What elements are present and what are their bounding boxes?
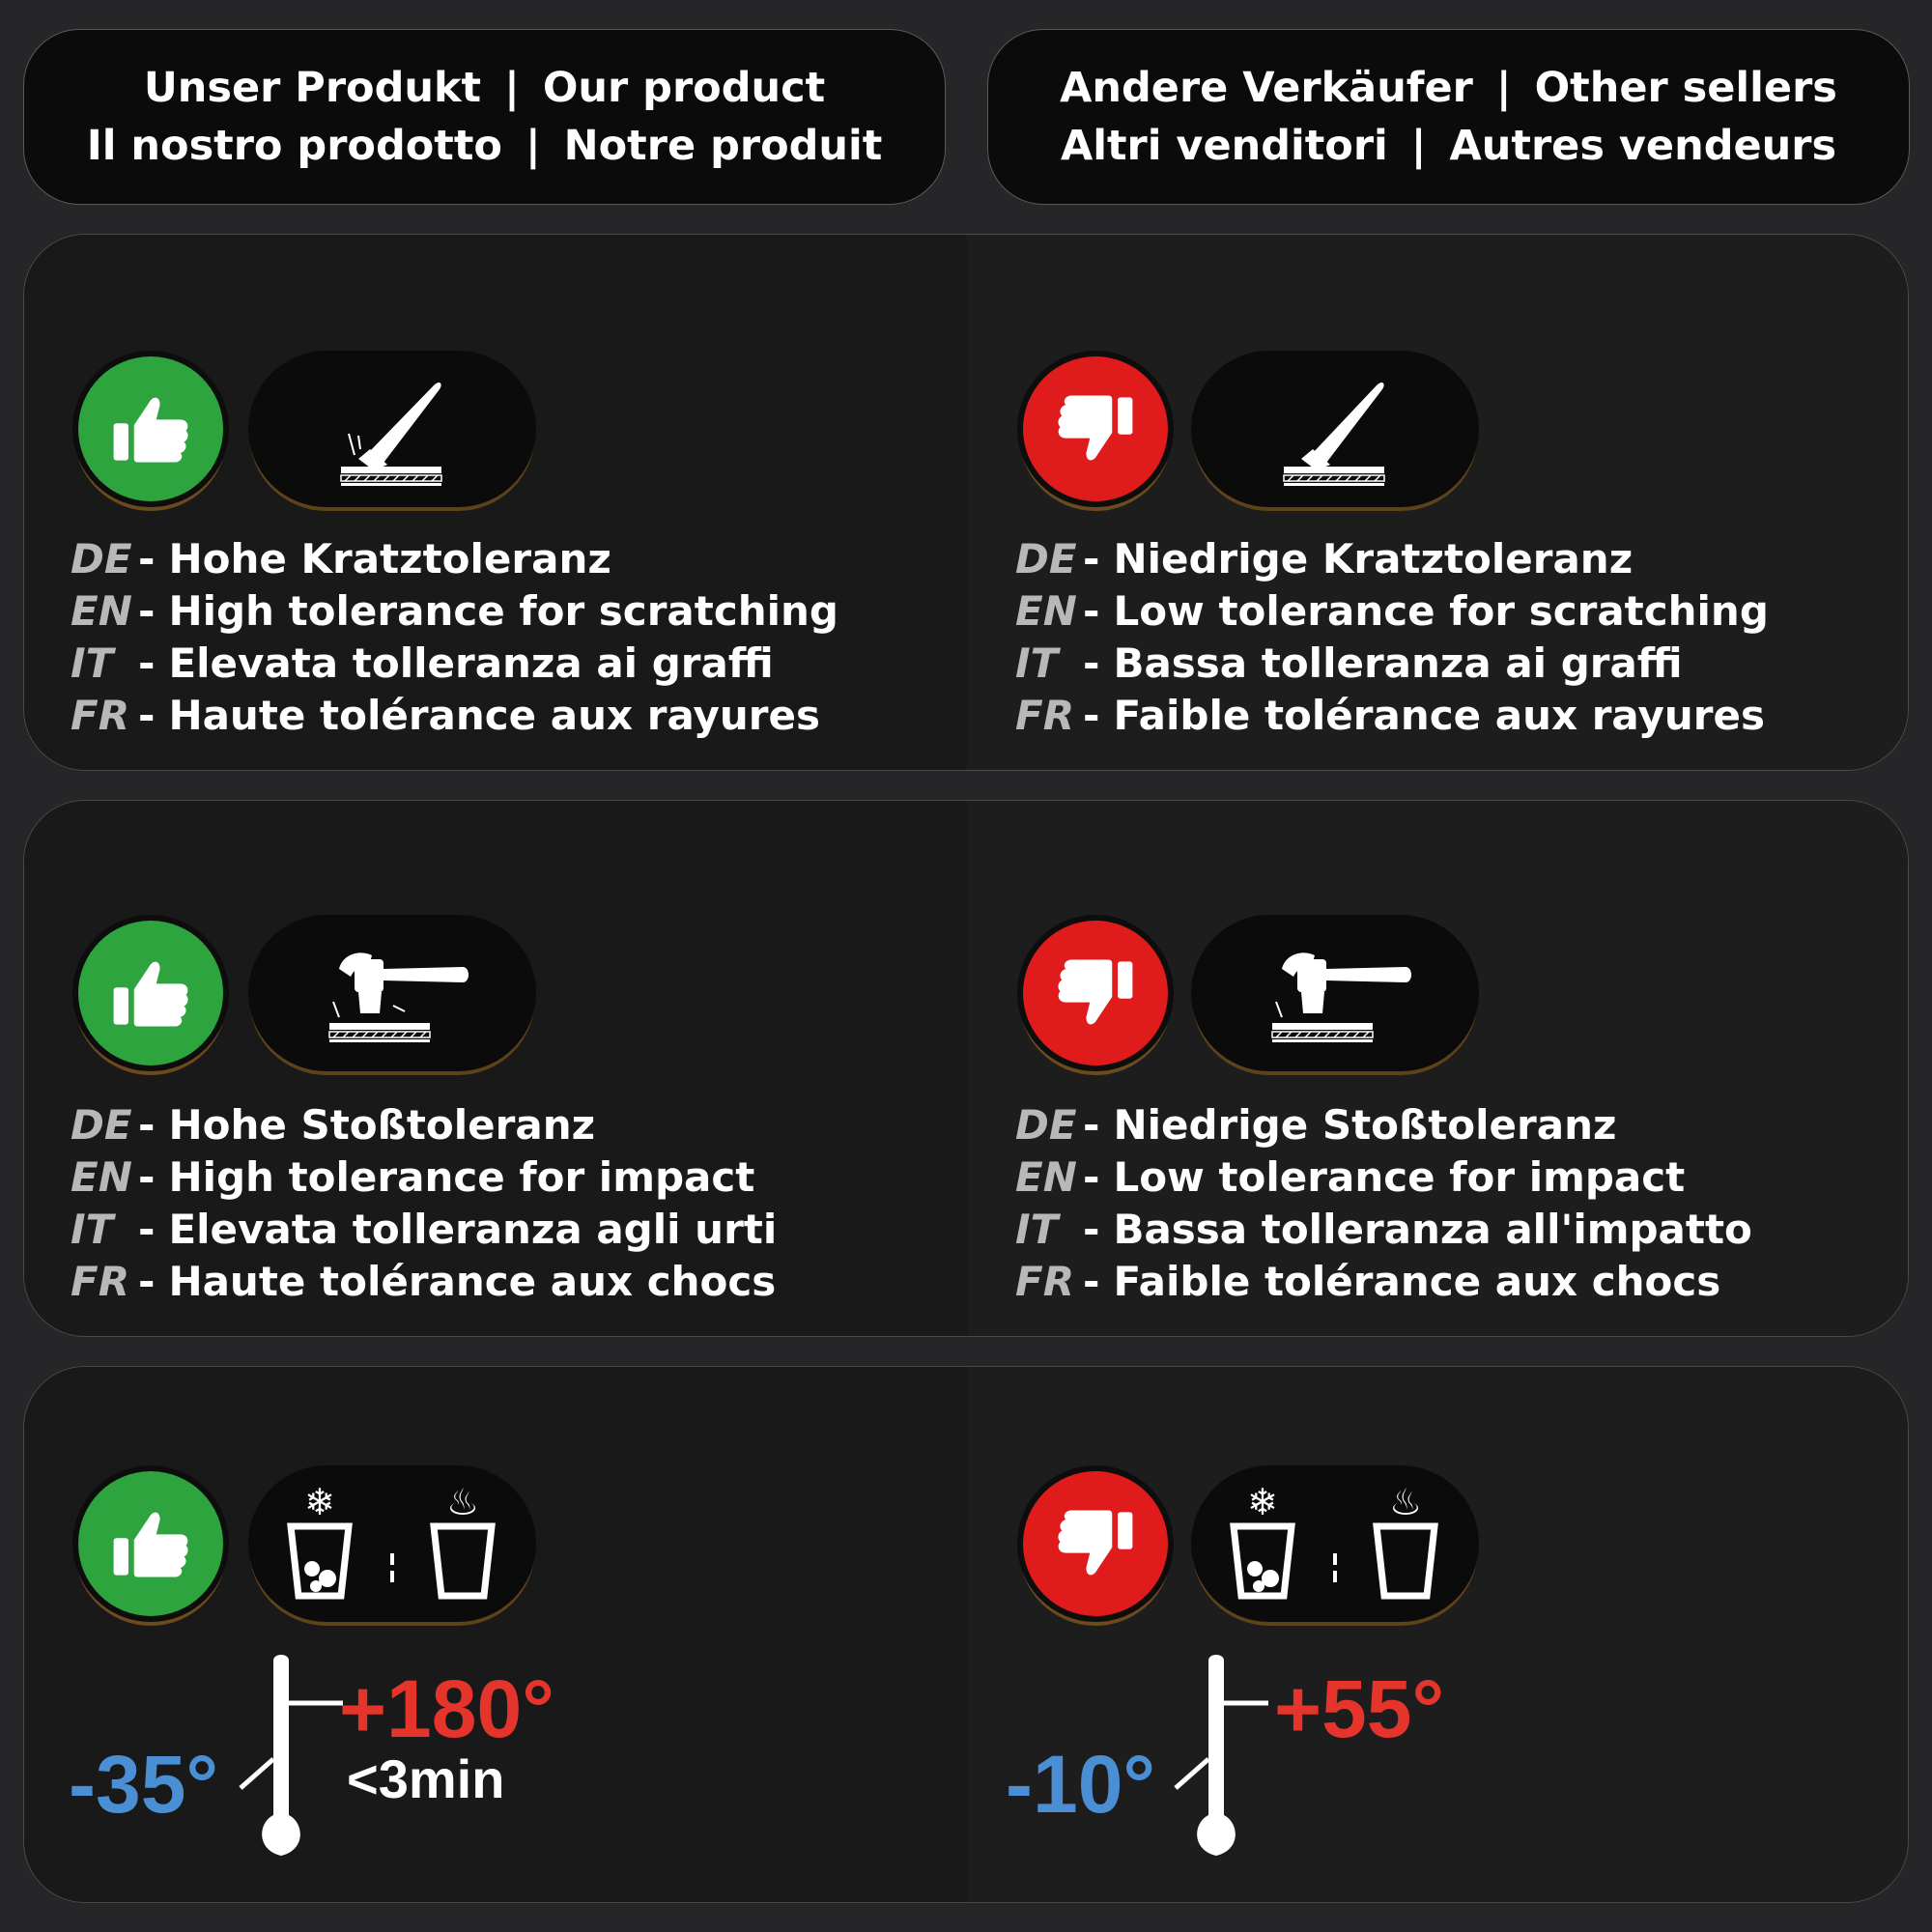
lang-code: EN	[1015, 587, 1077, 635]
header-separator: |	[525, 122, 541, 170]
lang-code: FR	[71, 1258, 130, 1305]
min-temperature: -10°	[1006, 1739, 1155, 1830]
lang-code: DE	[71, 535, 132, 582]
scratch-comparison-panel	[23, 234, 1909, 771]
header-other-it: Altri venditori	[1060, 122, 1388, 170]
impact-comparison-panel	[23, 800, 1909, 1337]
thumbs-down-icon	[1023, 356, 1168, 501]
header-other-en: Other sellers	[1534, 64, 1837, 112]
desc-it: Elevata tolleranza agli urti	[168, 1206, 778, 1253]
hot-cup-icon	[434, 1481, 492, 1596]
desc-de: Hohe Kratztoleranz	[168, 535, 611, 582]
header-other-sellers	[987, 29, 1910, 205]
header-separator: |	[504, 64, 520, 112]
lang-code: DE	[71, 1101, 132, 1149]
header-our-en: Our product	[542, 64, 826, 112]
header-other-fr: Autres vendeurs	[1449, 122, 1837, 170]
desc-de: Niedrige Stoßtoleranz	[1113, 1101, 1617, 1149]
scratch-ours-description: DE - Hohe Kratztoleranz EN - High tolerance for scratching IT - Elevata tolleranza ai graffi FR - Haute tolérance aux rayures	[71, 533, 838, 742]
thumbs-down-icon	[1023, 921, 1168, 1065]
desc-it: Bassa tolleranza all'impatto	[1113, 1206, 1752, 1253]
thumbs-up-icon	[78, 1471, 223, 1616]
max-temperature: +55°	[1274, 1663, 1445, 1754]
desc-fr: Haute tolérance aux chocs	[168, 1258, 777, 1305]
lang-code: EN	[71, 1153, 132, 1201]
lang-code: DE	[1015, 535, 1077, 582]
exposure-duration: <3min	[347, 1748, 505, 1809]
cold-cup-icon	[291, 1481, 349, 1596]
impact-others-description: DE - Niedrige Stoßtoleranz EN - Low tolerance for impact IT - Bassa tolleranza all'impatto FR - Faible tolérance aux chocs	[1015, 1099, 1752, 1308]
svg-text:❄: ❄	[1247, 1481, 1278, 1523]
lang-code: FR	[71, 692, 130, 739]
desc-en: High tolerance for scratching	[168, 587, 838, 635]
hammer-impact-icon	[248, 915, 536, 1071]
hot-cold-cups-icon	[248, 1465, 536, 1622]
lang-code: IT	[71, 639, 114, 687]
hot-cold-cups-icon	[1191, 1465, 1479, 1622]
lang-code: DE	[1015, 1101, 1077, 1149]
desc-de: Niedrige Kratztoleranz	[1113, 535, 1634, 582]
desc-it: Bassa tolleranza ai graffi	[1113, 639, 1683, 687]
header-other-de: Andere Verkäufer	[1060, 64, 1473, 112]
scratch-others-description: DE - Niedrige Kratztoleranz EN - Low tolerance for scratching IT - Bassa tolleranza ai graffi FR - Faible tolérance aux rayures	[1015, 533, 1769, 742]
header-our-de: Unser Produkt	[143, 64, 482, 112]
header-separator: |	[1495, 64, 1512, 112]
hammer-impact-icon	[1191, 915, 1479, 1071]
desc-en: Low tolerance for scratching	[1113, 587, 1769, 635]
lang-code: IT	[1015, 1206, 1059, 1253]
cold-cup-icon	[1234, 1481, 1292, 1596]
thumbs-down-icon	[1023, 1471, 1168, 1616]
svg-text:❄: ❄	[304, 1481, 335, 1523]
hot-cup-icon	[1377, 1481, 1435, 1596]
max-temperature: +180°	[339, 1663, 554, 1754]
lang-code: FR	[1015, 692, 1075, 739]
header-separator: |	[1410, 122, 1427, 170]
svg-text:♨: ♨	[1388, 1481, 1423, 1523]
header-our-product	[23, 29, 946, 205]
desc-fr: Haute tolérance aux rayures	[168, 692, 820, 739]
lang-code: IT	[71, 1206, 114, 1253]
lang-code: IT	[1015, 639, 1059, 687]
knife-scratch-icon	[1191, 351, 1479, 507]
header-our-it: Il nostro prodotto	[86, 122, 502, 170]
desc-en: High tolerance for impact	[168, 1153, 755, 1201]
thumbs-up-icon	[78, 921, 223, 1065]
desc-de: Hohe Stoßtoleranz	[168, 1101, 596, 1149]
thumbs-up-icon	[78, 356, 223, 501]
impact-ours-description: DE - Hohe Stoßtoleranz EN - High tolerance for impact IT - Elevata tolleranza agli urti FR - Haute tolérance aux chocs	[71, 1099, 777, 1308]
svg-text:♨: ♨	[445, 1481, 480, 1523]
desc-fr: Faible tolérance aux chocs	[1113, 1258, 1721, 1305]
desc-en: Low tolerance for impact	[1113, 1153, 1686, 1201]
lang-code: FR	[1015, 1258, 1075, 1305]
knife-scratch-icon	[248, 351, 536, 507]
lang-code: EN	[1015, 1153, 1077, 1201]
header-our-fr: Notre produit	[563, 122, 883, 170]
desc-fr: Faible tolérance aux rayures	[1113, 692, 1765, 739]
min-temperature: -35°	[69, 1739, 218, 1830]
desc-it: Elevata tolleranza ai graffi	[168, 639, 774, 687]
lang-code: EN	[71, 587, 132, 635]
temperature-comparison-panel	[23, 1366, 1909, 1903]
